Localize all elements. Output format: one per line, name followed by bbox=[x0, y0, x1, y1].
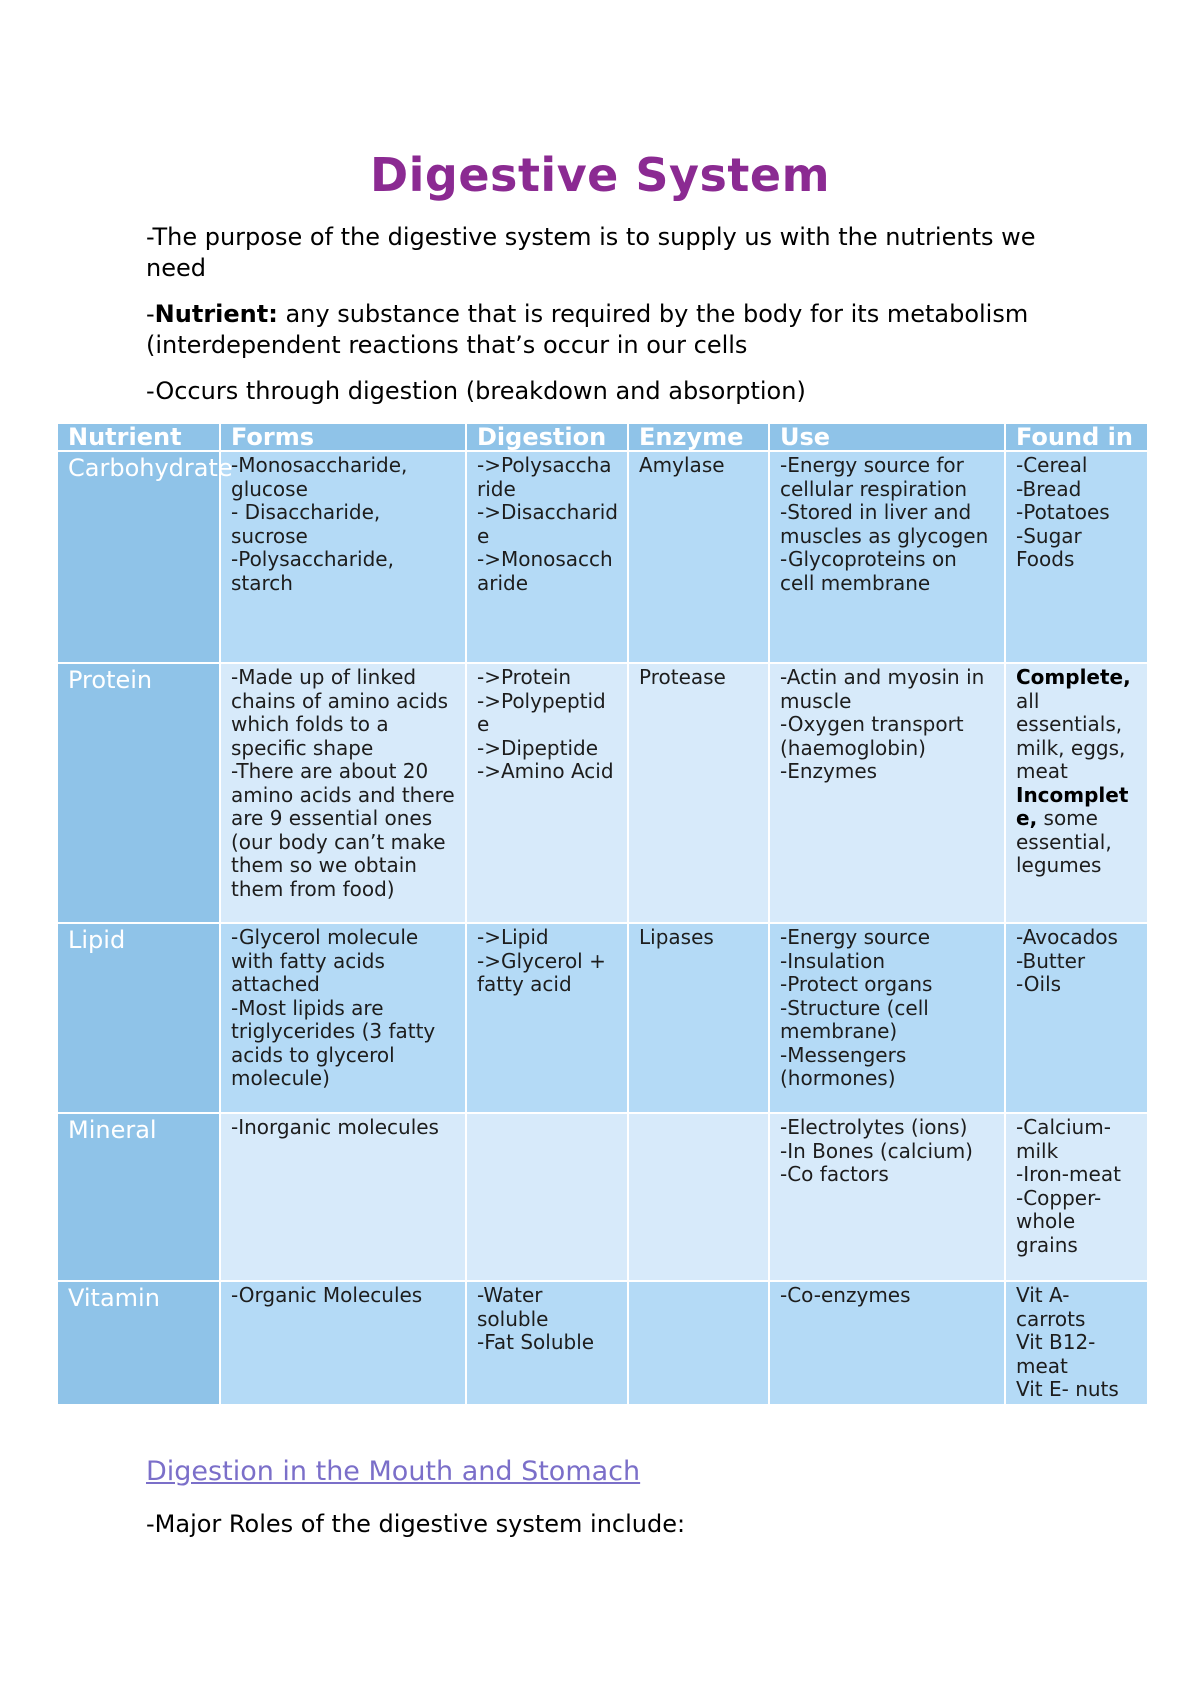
forms-line: -Polysaccharide, starch bbox=[231, 547, 401, 595]
nutrient-definition-text: any substance that is required by the body for its metabolism (interdependent reactions that’s occur in our cells bbox=[146, 300, 1029, 359]
forms-line: -Organic Molecules bbox=[231, 1283, 423, 1307]
found-in-line: -Copper-whole grains bbox=[1016, 1185, 1102, 1257]
forms-cell bbox=[220, 923, 466, 1113]
enzyme-cell bbox=[628, 1113, 769, 1281]
digestion-line: -Water soluble bbox=[477, 1283, 549, 1331]
section-heading-mouth-stomach[interactable]: Digestion in the Mouth and Stomach bbox=[146, 1456, 641, 1487]
digestion-line: ->Polysaccharide bbox=[477, 453, 612, 501]
complete-term: Complete, bbox=[1016, 665, 1131, 689]
column-header-nutrient: Nutrient bbox=[58, 424, 220, 451]
found-in-line: -Cereal bbox=[1016, 453, 1088, 477]
found-in-cell bbox=[1005, 1281, 1148, 1405]
table-row-protein bbox=[58, 663, 1148, 923]
row-label: Protein bbox=[58, 663, 220, 923]
found-in-line: Vit A- carrots bbox=[1016, 1283, 1086, 1331]
use-line: -Protect organs bbox=[780, 972, 933, 996]
use-line: -Enzymes bbox=[780, 759, 878, 783]
found-in-line: -Sugar Foods bbox=[1016, 523, 1089, 571]
use-line: -In Bones (calcium) bbox=[780, 1138, 973, 1163]
column-header-digestion: Digestion bbox=[466, 424, 628, 451]
found-in-complete bbox=[1016, 666, 1138, 784]
found-in-line: Vit E- nuts bbox=[1016, 1377, 1119, 1401]
row-label: Mineral bbox=[58, 1113, 220, 1281]
digestion-line: ->Dipeptide bbox=[477, 735, 599, 760]
table-row-lipid bbox=[58, 923, 1148, 1113]
found-in-line: -Bread bbox=[1016, 476, 1082, 501]
use-cell bbox=[769, 923, 1005, 1113]
forms-cell bbox=[220, 663, 466, 923]
intro-purpose: -The purpose of the digestive system is to supply us with the nutrients we need bbox=[146, 223, 1036, 282]
column-header-use: Use bbox=[769, 424, 1005, 451]
use-line: -Glycoproteins on cell membrane bbox=[780, 547, 964, 595]
column-header-enzyme: Enzyme bbox=[628, 424, 769, 451]
digestion-line: ->Amino Acid bbox=[477, 759, 614, 783]
digestion-line: -Fat Soluble bbox=[477, 1330, 595, 1354]
enzyme-cell bbox=[628, 923, 769, 1113]
use-line: -Energy source bbox=[780, 925, 931, 949]
enzyme-cell bbox=[628, 1281, 769, 1405]
use-cell bbox=[769, 663, 1005, 923]
found-in-cell bbox=[1005, 923, 1148, 1113]
forms-cell bbox=[220, 1113, 466, 1281]
digestion-line: ->Protein bbox=[477, 665, 572, 689]
found-in-line: Vit B12- meat bbox=[1016, 1330, 1102, 1378]
table-row-mineral bbox=[58, 1113, 1148, 1281]
forms-line: -Monosaccharide, glucose bbox=[231, 453, 414, 501]
forms-line: -Made up of linked chains of amino acids which folds to a specific shape bbox=[231, 665, 455, 760]
forms-line: - Disaccharide, sucrose bbox=[231, 500, 387, 548]
found-in-line: -Oils bbox=[1016, 972, 1062, 996]
found-in-line: -Avocados bbox=[1016, 925, 1118, 949]
column-header-found-in: Found in bbox=[1005, 424, 1148, 451]
table-header-row bbox=[58, 424, 1148, 451]
found-in-cell bbox=[1005, 663, 1148, 923]
forms-line: -Inorganic molecules bbox=[231, 1115, 439, 1139]
digestion-cell bbox=[466, 1281, 628, 1405]
use-line: -Energy source for cellular respiration bbox=[780, 453, 971, 501]
incomplete-term: Incomplete, bbox=[1016, 782, 1129, 830]
intro-occurs: -Occurs through digestion (breakdown and absorption) bbox=[146, 377, 806, 405]
digestion-cell bbox=[466, 1113, 628, 1281]
use-cell bbox=[769, 1281, 1005, 1405]
use-line: -Stored in liver and muscles as glycogen bbox=[780, 500, 989, 548]
row-label: Carbohydrate bbox=[58, 451, 220, 663]
forms-cell bbox=[220, 1281, 466, 1405]
found-in-line: -Calcium-milk bbox=[1016, 1115, 1111, 1163]
complete-text: all essentials, milk, eggs, meat bbox=[1016, 665, 1138, 783]
page-title: Digestive System bbox=[369, 148, 831, 202]
column-header-forms: Forms bbox=[220, 424, 466, 451]
use-line: -Structure (cell membrane) bbox=[780, 995, 936, 1043]
use-line: -Oxygen transport (haemoglobin) bbox=[780, 712, 970, 760]
found-in-line: -Iron-meat bbox=[1016, 1162, 1121, 1186]
digestion-line: ->Monosaccharide bbox=[477, 547, 613, 595]
digestion-line: ->Glycerol + fatty acid bbox=[477, 948, 613, 996]
forms-line: -Most lipids are triglycerides (3 fatty acids to glycerol molecule) bbox=[231, 995, 442, 1090]
nutrient-dash: - bbox=[146, 300, 155, 328]
use-line: -Actin and myosin in muscle bbox=[780, 665, 991, 713]
use-line: -Electrolytes (ions) bbox=[780, 1115, 968, 1139]
nutrient-term: Nutrient: bbox=[154, 300, 278, 328]
enzyme-line: Protease bbox=[639, 665, 726, 689]
digestion-cell bbox=[466, 451, 628, 663]
digestion-cell bbox=[466, 663, 628, 923]
enzyme-cell bbox=[628, 663, 769, 923]
use-line: -Messengers (hormones) bbox=[780, 1042, 913, 1090]
digestion-line: ->Disaccharide bbox=[477, 500, 619, 548]
incomplete-text: some essential, legumes bbox=[1016, 806, 1119, 877]
enzyme-line: Amylase bbox=[639, 453, 725, 477]
digestion-line: ->Polypeptide bbox=[477, 688, 606, 736]
forms-cell bbox=[220, 451, 466, 663]
use-line: -Co-enzymes bbox=[780, 1283, 911, 1307]
row-label: Vitamin bbox=[58, 1281, 220, 1405]
use-cell bbox=[769, 1113, 1005, 1281]
enzyme-cell bbox=[628, 451, 769, 663]
intro-nutrient-definition bbox=[146, 299, 1066, 361]
use-line: -Insulation bbox=[780, 948, 886, 973]
forms-line: -There are about 20 amino acids and there are 9 essential ones (our body can’t make them so we obtain them from food) bbox=[231, 759, 462, 901]
table-row-carbohydrate bbox=[58, 451, 1148, 663]
major-roles-text: -Major Roles of the digestive system include: bbox=[146, 1510, 686, 1538]
use-line: -Co factors bbox=[780, 1162, 889, 1186]
use-cell bbox=[769, 451, 1005, 663]
nutrient-table bbox=[58, 424, 1149, 1406]
found-in-line: -Potatoes bbox=[1016, 500, 1110, 524]
found-in-incomplete bbox=[1016, 784, 1138, 878]
found-in-line: -Butter bbox=[1016, 948, 1086, 973]
found-in-cell bbox=[1005, 451, 1148, 663]
digestion-line: ->Lipid bbox=[477, 925, 549, 949]
row-label: Lipid bbox=[58, 923, 220, 1113]
table-row-vitamin bbox=[58, 1281, 1148, 1405]
forms-line: -Glycerol molecule with fatty acids attached bbox=[231, 925, 425, 996]
digestion-cell bbox=[466, 923, 628, 1113]
enzyme-line: Lipases bbox=[639, 925, 714, 949]
found-in-cell bbox=[1005, 1113, 1148, 1281]
